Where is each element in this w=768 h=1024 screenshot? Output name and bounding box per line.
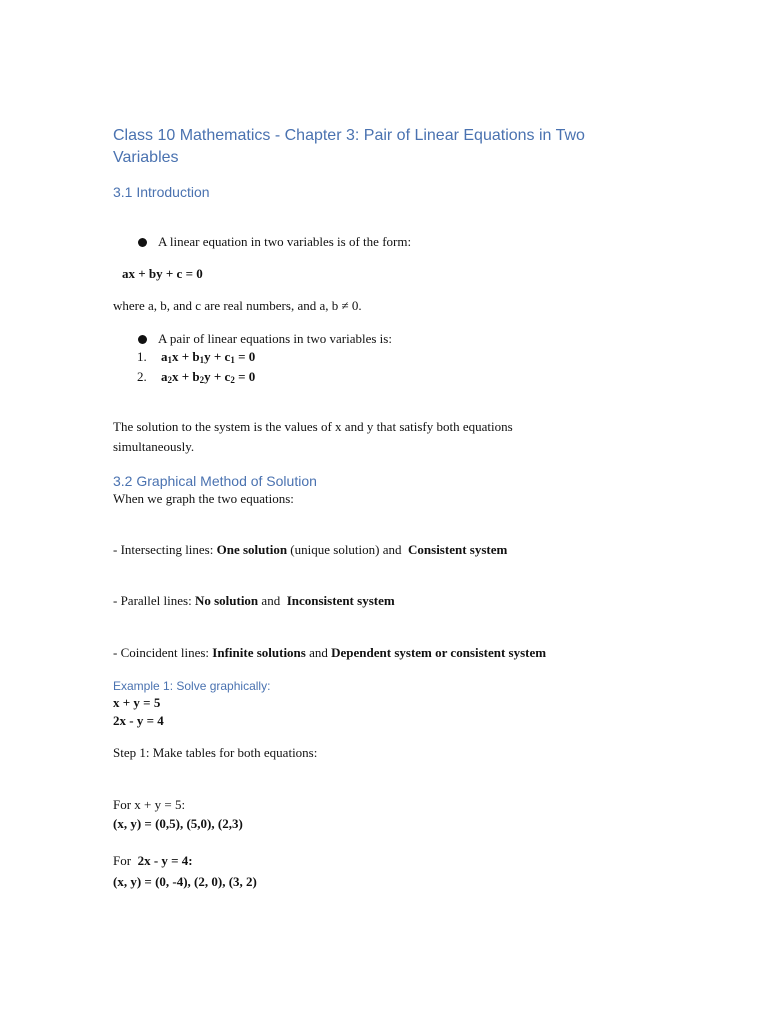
step-1-text: Step 1: Make tables for both equations: xyxy=(113,745,318,760)
section-heading-introduction: 3.1 Introduction xyxy=(113,184,210,200)
parallel-lines-item: - Parallel lines: No solution and Inconsistent system xyxy=(113,593,395,608)
graph-intro-text: When we graph the two equations: xyxy=(113,491,294,506)
section-heading-graphical-method: 3.2 Graphical Method of Solution xyxy=(113,473,317,489)
bullet-pair-of-equations: A pair of linear equations in two variables is: xyxy=(158,331,392,346)
where-clause-text: where a, b, and c are real numbers, and a, b ≠ 0. xyxy=(113,298,362,313)
general-form-equation: ax + by + c = 0 xyxy=(122,266,203,281)
equation-2: $a_2x + b_2y + c_2 = 0$ xyxy=(161,369,256,385)
table-a-points: (x, y) = (0,5), (5,0), (2,3) xyxy=(113,816,243,831)
bullet-dot-icon xyxy=(138,238,147,247)
example-equation-b: 2x - y = 4 xyxy=(113,713,164,728)
coincident-lines-item: - Coincident lines: Infinite solutions and Dependent system or consistent system xyxy=(113,645,547,660)
document-title-line-1: Class 10 Mathematics - Chapter 3: Pair of Linear Equations in Two xyxy=(113,127,585,144)
document-title-line-2: Variables xyxy=(113,149,179,166)
table-b-points: (x, y) = (0, -4), (2, 0), (3, 2) xyxy=(113,874,257,889)
table-a-label: For x + y = 5: xyxy=(113,797,186,812)
table-b-label: For 2x - y = 4: xyxy=(113,853,193,868)
bullet-linear-equation: A linear equation in two variables is of the form: xyxy=(158,234,412,249)
example-equation-a: x + y = 5 xyxy=(113,695,161,710)
intersecting-lines-item: - Intersecting lines: One solution (unique solution) and Consistent system xyxy=(113,542,508,557)
list-number-1: 1. xyxy=(137,349,147,364)
equation-1: $a_1x + b_1y + c_1 = 0$ xyxy=(161,349,256,365)
solution-text-line-2: simultaneously. xyxy=(113,439,195,454)
bullet-dot-icon xyxy=(138,335,147,344)
list-number-2: 2. xyxy=(137,369,147,384)
solution-text-line-1: The solution to the system is the values of x and y that satisfy both equations xyxy=(113,419,513,434)
example-1-heading: Example 1: Solve graphically: xyxy=(113,679,271,693)
